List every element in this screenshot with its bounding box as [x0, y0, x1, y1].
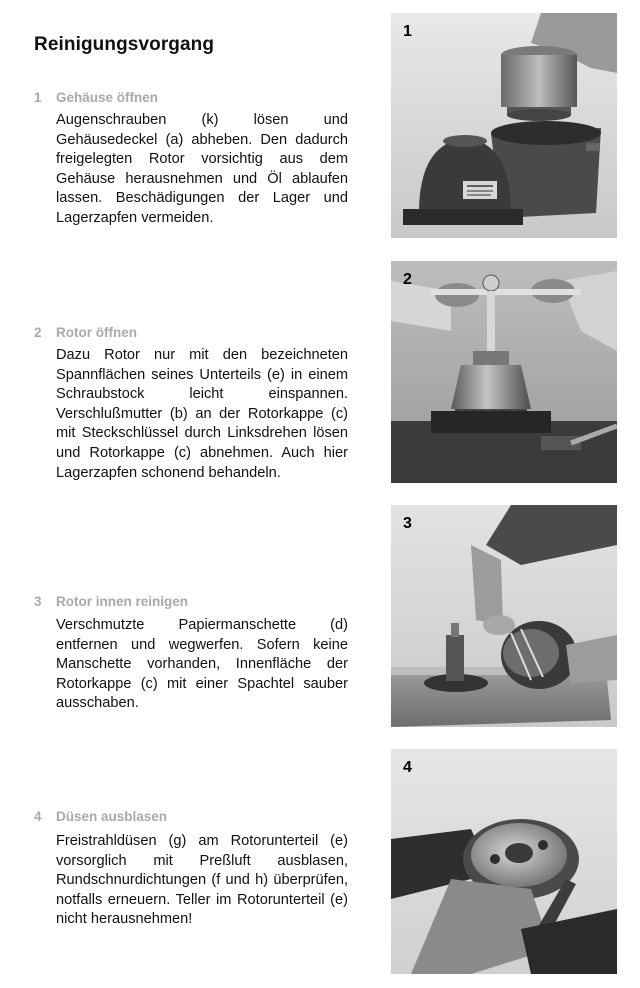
photo-1 — [391, 13, 617, 238]
step-2-heading — [34, 325, 137, 340]
step-2-text: Dazu Rotor nur mit den bezeichneten Spannflächen seines Unterteils (e) in einem Schraubstock leicht einspannen. Verschlußmutter (b) an der Rotorkappe (c) mit Steckschlüssel durch Linksdrehen lösen und Rotorkappe (c) abnehmen. Auch hier Lagerzapfen schonend behandeln. — [56, 347, 348, 481]
step-1-heading — [34, 90, 158, 105]
step-2-number: 2 — [34, 325, 42, 340]
step-3-number: 3 — [34, 594, 42, 609]
photo-4 — [391, 749, 617, 974]
page-title: Reinigungsvorgang — [34, 34, 215, 55]
photo-4-image — [391, 749, 617, 974]
photo-2 — [391, 261, 617, 483]
photo-2-image — [391, 261, 617, 483]
photo-3 — [391, 505, 617, 727]
photo-3-number: 3 — [403, 515, 412, 532]
step-3-text: Verschmutzte Papiermanschette (d) entfernen und wegwerfen. Sofern keine Manschette vorhanden, Innenfläche der Rotorkappe (c) mit einer Spachtel sauber ausschaben. — [56, 617, 348, 712]
step-3-heading — [34, 594, 188, 609]
step-1-number: 1 — [34, 90, 42, 105]
step-4-heading — [34, 809, 167, 824]
step-1-title: Gehäuse öffnen — [56, 90, 159, 105]
photo-2-number: 2 — [403, 271, 412, 288]
photo-1-number: 1 — [403, 23, 412, 40]
step-1-text: Augenschrauben (k) lösen und Gehäusedeckel (a) abheben. Den dadurch freigelegten Rotor vorsichtig aus dem Gehäuse herausnehmen und Öl ablaufen lassen. Beschädigungen der Lager und Lagerzapfen vermeiden. — [56, 112, 348, 226]
step-4-number: 4 — [34, 809, 42, 824]
step-3-title: Rotor innen reinigen — [56, 594, 189, 609]
photo-4-number: 4 — [403, 759, 412, 776]
photo-3-image — [391, 505, 617, 727]
step-2-title: Rotor öffnen — [56, 325, 137, 340]
step-4-title: Düsen ausblasen — [56, 809, 168, 824]
step-4-text: Freistrahldüsen (g) am Rotorunterteil (e) vorsorglich mit Preßluft ausblasen, Rundschnurdichtungen (f und h) überprüfen, notfalls erneuern. Teller im Rotorunterteil (e) nicht herausnehmen! — [56, 833, 348, 928]
photo-1-image — [391, 13, 617, 238]
